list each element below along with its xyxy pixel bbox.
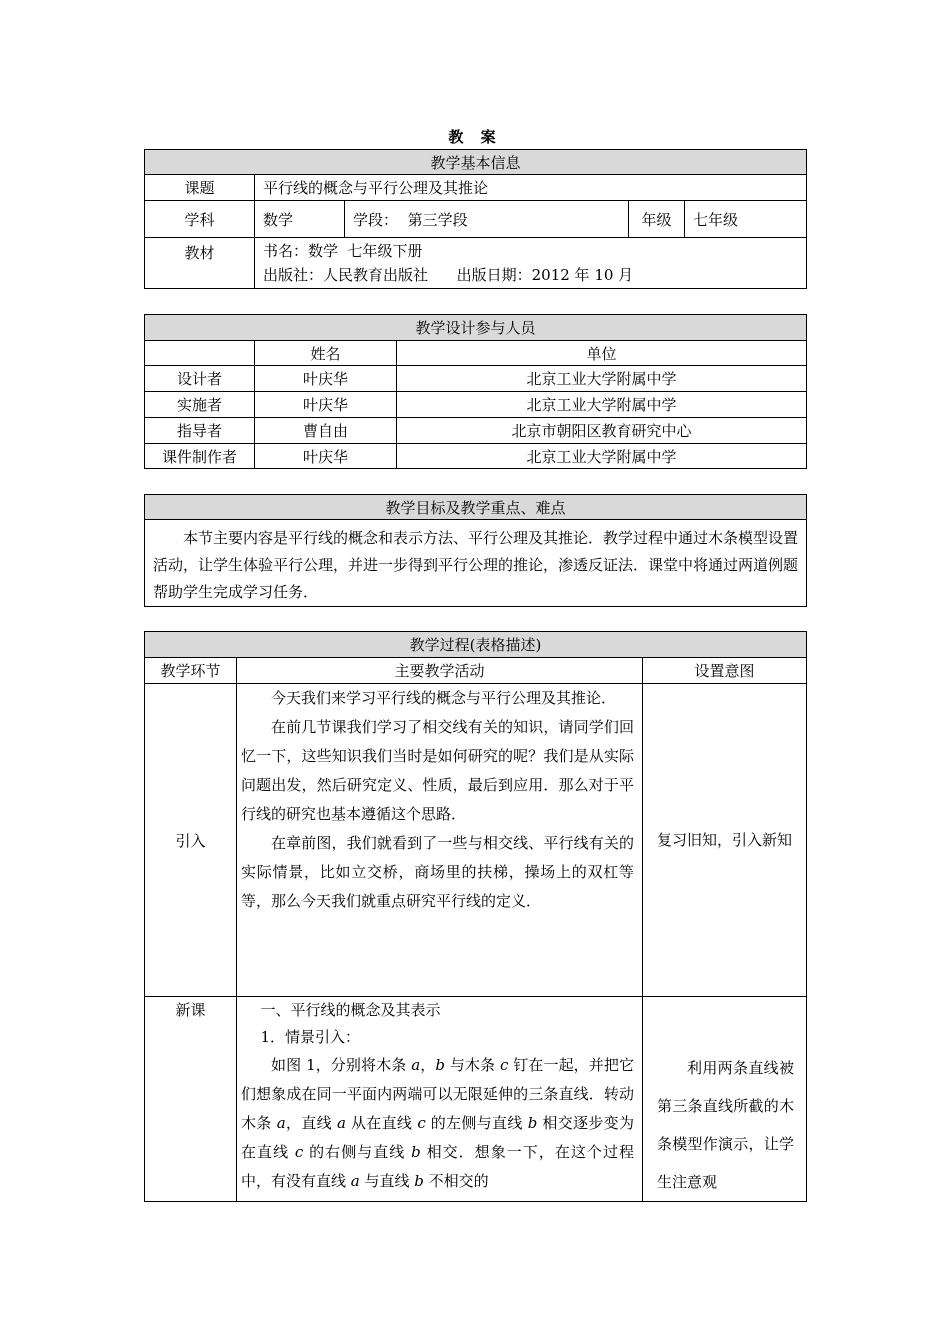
participant-role: 设计者 xyxy=(145,366,255,392)
subject-value: 数学 xyxy=(255,201,345,238)
new-lesson-intent-cell xyxy=(643,997,807,1202)
var-b: b xyxy=(527,1114,538,1132)
var-c: c xyxy=(417,1114,426,1132)
unit-col-header: 单位 xyxy=(397,341,807,366)
new-lesson-subheading: 1．情景引入： xyxy=(260,1028,361,1046)
topic-value: 平行线的概念与平行公理及其推论 xyxy=(255,175,807,201)
basic-info-header: 教学基本信息 xyxy=(145,150,807,175)
name-col-header: 姓名 xyxy=(255,341,397,366)
table-row xyxy=(145,684,807,997)
objectives-text: 本节主要内容是平行线的概念和表示方法、平行公理及其推论．教学过程中通过木条模型设置活动，让学生体验平行公理，并进一步得到平行公理的推论，渗透反证法．课堂中将通过两道例题帮助学生完成学习任务． xyxy=(153,529,799,601)
textbook-line1: 书名：数学 七年级下册 xyxy=(263,242,423,260)
intro-stage: 引入 xyxy=(145,684,237,997)
document-title: 教 案 xyxy=(448,128,502,146)
grade-value: 七年级 xyxy=(685,201,807,238)
var-a: a xyxy=(411,1056,421,1074)
objectives-header: 教学目标及教学重点、难点 xyxy=(145,495,807,520)
var-b: b xyxy=(411,1143,421,1161)
topic-label: 课题 xyxy=(145,175,255,201)
var-b: b xyxy=(435,1056,445,1074)
participant-unit: 北京工业大学附属中学 xyxy=(397,392,807,418)
table-row xyxy=(145,366,807,392)
intro-paragraph-3: 在章前图，我们就看到了一些与相交线、平行线有关的实际情景，比如立交桥，商场里的扶梯，操场上的双杠等等，那么今天我们就重点研究平行线的定义． xyxy=(241,834,634,910)
textbook-line2: 出版社：人民教育出版社 出版日期：2012 年 10 月 xyxy=(263,266,634,284)
stage-label: 学段： xyxy=(353,210,399,229)
textbook-label: 教材 xyxy=(145,238,255,289)
intent-col-header: 设置意图 xyxy=(643,658,807,684)
participant-unit: 北京工业大学附属中学 xyxy=(397,366,807,392)
var-b: b xyxy=(414,1172,424,1190)
basic-info-table xyxy=(144,149,807,289)
intro-activity xyxy=(237,684,643,997)
table-row xyxy=(145,997,807,1202)
role-col-header xyxy=(145,341,255,366)
participant-name: 曹自由 xyxy=(255,418,397,444)
stage-value: 第三学段 xyxy=(407,210,468,229)
process-header: 教学过程(表格描述) xyxy=(145,632,807,658)
stage-col-header: 教学环节 xyxy=(145,658,237,684)
textbook-cell xyxy=(255,238,807,289)
intro-paragraph-2: 在前几节课我们学习了相交线有关的知识，请同学们回忆一下，这些知识我们当时是如何研究的呢？我们是从实际问题出发，然后研究定义、性质，最后到应用．那么对于平行线的研究也基本遵循这个思路． xyxy=(241,718,634,823)
new-lesson-activity xyxy=(237,997,643,1202)
new-lesson-intent: 利用两条直线被第三条直线所截的木条模型作演示，让学生注意观 xyxy=(657,1059,794,1191)
objectives-cell xyxy=(145,520,807,607)
var-c: c xyxy=(294,1143,304,1161)
participant-role: 指导者 xyxy=(145,418,255,444)
participant-name: 叶庆华 xyxy=(255,444,397,469)
participant-unit: 北京市朝阳区教育研究中心 xyxy=(397,418,807,444)
var-a: a xyxy=(336,1114,346,1132)
participant-role: 课件制作者 xyxy=(145,444,255,469)
table-row xyxy=(145,444,807,469)
activity-col-header: 主要教学活动 xyxy=(237,658,643,684)
participant-name: 叶庆华 xyxy=(255,392,397,418)
stage-cell xyxy=(345,201,629,238)
var-c: c xyxy=(500,1056,509,1074)
participant-unit: 北京工业大学附属中学 xyxy=(397,444,807,469)
table-row xyxy=(145,418,807,444)
new-lesson-heading: 一、平行线的概念及其表示 xyxy=(260,1001,441,1019)
participants-table xyxy=(144,314,807,469)
intro-paragraph-1: 今天我们来学习平行线的概念与平行公理及其推论． xyxy=(271,689,617,707)
grade-label: 年级 xyxy=(629,201,685,238)
process-table xyxy=(144,631,807,1202)
participant-name: 叶庆华 xyxy=(255,366,397,392)
subject-label: 学科 xyxy=(145,201,255,238)
objectives-table xyxy=(144,494,807,607)
intro-intent: 复习旧知，引入新知 xyxy=(643,684,807,997)
new-lesson-paragraph: 如图 1，分别将木条 a，b 与木条 c 钉在一起，并把它们想象成在同一平面内两端可以无限延伸的三条直线．转动木条 a，直线 a 从在直线 c 的左侧与直线 b 相交逐步变为在直线 c 的右侧与直线 b 相交．想象一下，在这个过程中，有没有直线 a 与直线 b 不相交的 xyxy=(241,1056,634,1190)
var-a: a xyxy=(276,1114,286,1132)
participants-header: 教学设计参与人员 xyxy=(145,315,807,341)
var-a: a xyxy=(350,1172,360,1190)
table-row xyxy=(145,392,807,418)
participant-role: 实施者 xyxy=(145,392,255,418)
new-lesson-stage: 新课 xyxy=(145,997,237,1202)
